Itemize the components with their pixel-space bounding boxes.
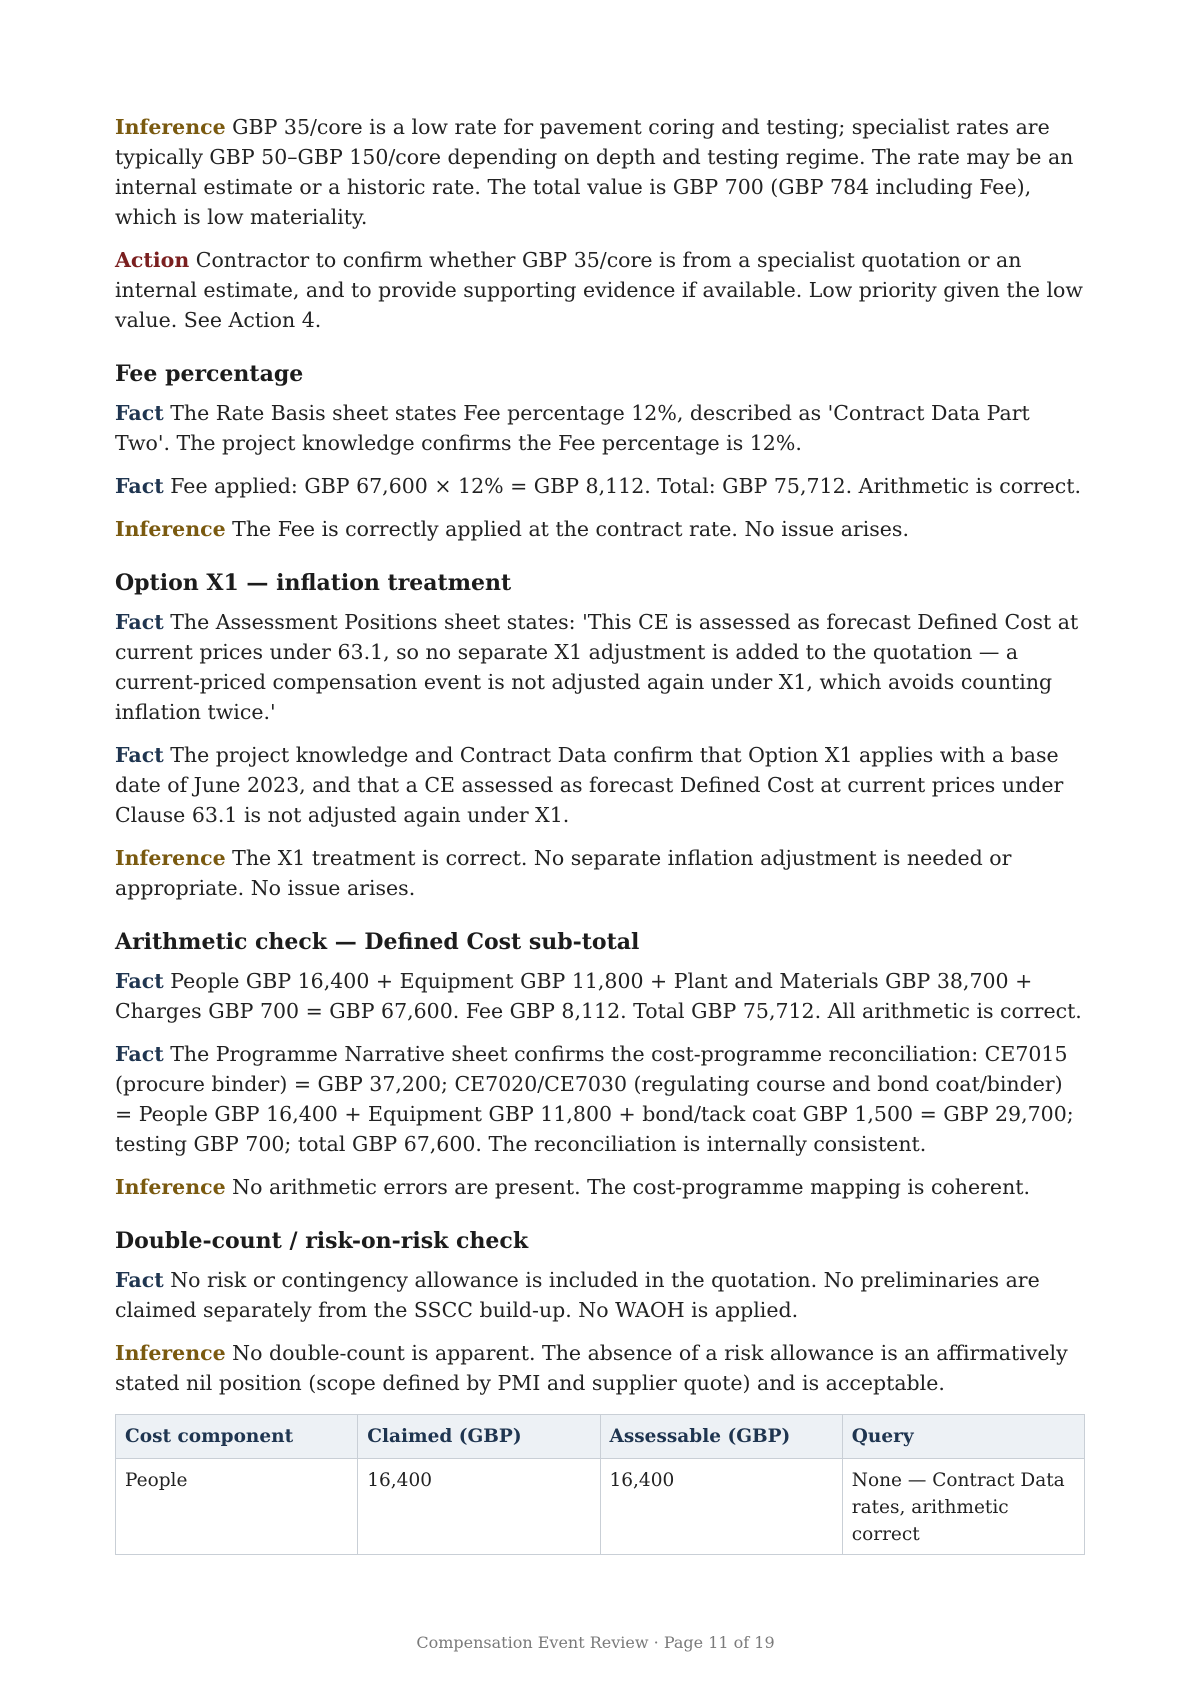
paragraph bbox=[115, 398, 1085, 458]
fact-label: Fact bbox=[115, 743, 164, 767]
paragraph bbox=[115, 471, 1085, 501]
paragraph bbox=[115, 607, 1085, 727]
document-page bbox=[115, 112, 1085, 1555]
column-header: Claimed (GBP) bbox=[358, 1415, 600, 1459]
paragraph-text: The Assessment Positions sheet states: 'This CE is assessed as forecast Defined Cost at current prices under 63.1, so no separate X1 adjustment is added to the quotation — a current-priced compensation event is not adjusted again under X1, which avoids counting inflation twice.' bbox=[115, 610, 1079, 724]
section-fee-percentage bbox=[115, 359, 1085, 544]
cost-component-table bbox=[115, 1414, 1085, 1555]
fact-label: Fact bbox=[115, 474, 164, 498]
paragraph-text: People GBP 16,400 + Equipment GBP 11,800 + Plant and Materials GBP 38,700 + Charges GBP 700 = GBP 67,600. Fee GBP 8,112. Total GBP 75,712. All arithmetic is correct. bbox=[115, 969, 1082, 1023]
paragraph bbox=[115, 1265, 1085, 1325]
fact-label: Fact bbox=[115, 1268, 164, 1292]
paragraph-text: No arithmetic errors are present. The cost-programme mapping is coherent. bbox=[232, 1175, 1031, 1199]
fact-label: Fact bbox=[115, 969, 164, 993]
section-option-x1 bbox=[115, 568, 1085, 903]
paragraph bbox=[115, 966, 1085, 1026]
paragraph bbox=[115, 245, 1085, 335]
paragraph bbox=[115, 1338, 1085, 1398]
paragraph-text: The project knowledge and Contract Data confirm that Option X1 applies with a base date of June 2023, and that a CE assessed as forecast Defined Cost at current prices under Clause 63.1 is not adjusted again under X1. bbox=[115, 743, 1064, 827]
section-heading: Option X1 — inflation treatment bbox=[115, 570, 512, 596]
column-header: Assessable (GBP) bbox=[600, 1415, 842, 1459]
paragraph bbox=[115, 1172, 1085, 1202]
column-header: Cost component bbox=[116, 1415, 358, 1459]
section-heading: Arithmetic check — Defined Cost sub-total bbox=[115, 929, 640, 955]
table-cell: 16,400 bbox=[600, 1459, 842, 1555]
action-label: Action bbox=[115, 248, 190, 272]
inference-label: Inference bbox=[115, 115, 226, 139]
paragraph bbox=[115, 843, 1085, 903]
inference-label: Inference bbox=[115, 1341, 226, 1365]
inference-label: Inference bbox=[115, 846, 226, 870]
paragraph-text: The Programme Narrative sheet confirms the cost-programme reconciliation: CE7015 (procure binder) = GBP 37,200; CE7020/CE7030 (regulating course and bond coat/binder) = People GBP 16,400 + Equipment GBP 11,800 + bond/tack coat GBP 1,500 = GBP 29,700; testing GBP 700; total GBP 67,600. The reconciliation is internally consistent. bbox=[115, 1042, 1074, 1156]
paragraph-text: Fee applied: GBP 67,600 × 12% = GBP 8,112. Total: GBP 75,712. Arithmetic is correct. bbox=[170, 474, 1082, 498]
inference-label: Inference bbox=[115, 517, 226, 541]
paragraph-text: The Rate Basis sheet states Fee percentage 12%, described as 'Contract Data Part Two'. The project knowledge confirms the Fee percentage is 12%. bbox=[115, 401, 1030, 455]
table-cell: None — Contract Data rates, arithmetic correct bbox=[842, 1459, 1084, 1555]
paragraph bbox=[115, 1039, 1085, 1159]
paragraph-text: No risk or contingency allowance is included in the quotation. No preliminaries are claimed separately from the SSCC build-up. No WAOH is applied. bbox=[115, 1268, 1040, 1322]
table-header-row bbox=[116, 1415, 1085, 1459]
fact-label: Fact bbox=[115, 610, 164, 634]
paragraph-text: GBP 35/core is a low rate for pavement coring and testing; specialist rates are typically GBP 50–GBP 150/core depending on depth and testing regime. The rate may be an internal estimate or a historic rate. The total value is GBP 700 (GBP 784 including Fee), which is low materiality. bbox=[115, 115, 1074, 229]
paragraph bbox=[115, 740, 1085, 830]
table-row bbox=[116, 1459, 1085, 1555]
paragraph-text: No double-count is apparent. The absence of a risk allowance is an affirmatively stated nil position (scope defined by PMI and supplier quote) and is acceptable. bbox=[115, 1341, 1068, 1395]
page-footer: Compensation Event Review · Page 11 of 19 bbox=[416, 1633, 775, 1652]
table-cell: 16,400 bbox=[358, 1459, 600, 1555]
section-double-count bbox=[115, 1226, 1085, 1398]
paragraph-text: The X1 treatment is correct. No separate inflation adjustment is needed or appropriate. No issue arises. bbox=[115, 846, 1012, 900]
fact-label: Fact bbox=[115, 1042, 164, 1066]
section-arithmetic-check bbox=[115, 927, 1085, 1202]
table-cell: People bbox=[116, 1459, 358, 1555]
intro-block bbox=[115, 112, 1085, 335]
fact-label: Fact bbox=[115, 401, 164, 425]
inference-label: Inference bbox=[115, 1175, 226, 1199]
section-heading: Double-count / risk-on-risk check bbox=[115, 1228, 529, 1254]
paragraph-text: Contractor to confirm whether GBP 35/core is from a specialist quotation or an internal estimate, and to provide supporting evidence if available. Low priority given the low value. See Action 4. bbox=[115, 248, 1083, 332]
paragraph bbox=[115, 514, 1085, 544]
column-header: Query bbox=[842, 1415, 1084, 1459]
section-heading: Fee percentage bbox=[115, 361, 304, 387]
paragraph bbox=[115, 112, 1085, 232]
paragraph-text: The Fee is correctly applied at the contract rate. No issue arises. bbox=[232, 517, 909, 541]
